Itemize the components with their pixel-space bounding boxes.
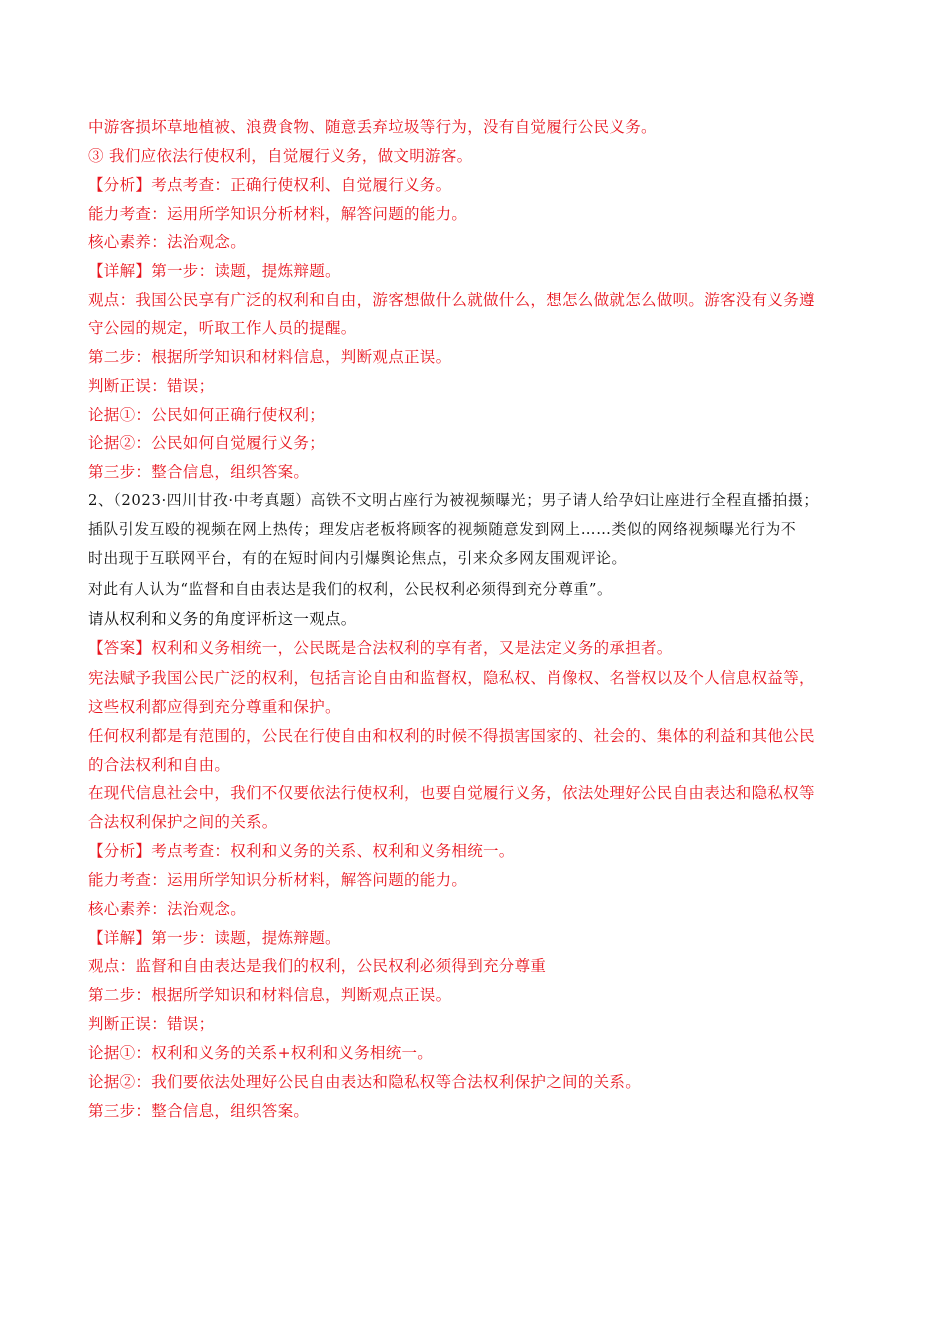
answer-heading: 【答案】权利和义务相统一，公民既是合法权利的享有者，又是法定义务的承担者。 bbox=[88, 639, 673, 657]
text-line: 判断正误：错误； bbox=[88, 377, 215, 395]
text-line: 第三步：整合信息，组织答案。 bbox=[88, 1102, 310, 1120]
text-line: 能力考查：运用所学知识分析材料，解答问题的能力。 bbox=[88, 871, 468, 889]
text-line: 论据②：公民如何自觉履行义务； bbox=[88, 434, 326, 452]
question-prompt: 请从权利和义务的角度评析这一观点。 bbox=[88, 610, 357, 628]
text-line: 任何权利都是有范围的，公民在行使自由和权利的时候不得损害国家的、社会的、集体的利益和其他公民 bbox=[88, 727, 815, 745]
text-line: 在现代信息社会中，我们不仅要依法行使权利，也要自觉履行义务，依法处理好公民自由表达和隐私权等 bbox=[88, 784, 815, 802]
text-line: 核心素养：法治观念。 bbox=[88, 233, 247, 251]
text-line: 这些权利都应得到充分尊重和保护。 bbox=[88, 698, 341, 716]
text-line: 守公园的规定，听取工作人员的提醒。 bbox=[88, 319, 357, 337]
question-line: 2、（2023·四川甘孜·中考真题）高铁不文明占座行为被视频曝光；男子请人给孕妇让座进行全程直播拍摄； bbox=[88, 492, 819, 509]
text-line: 第二步：根据所学知识和材料信息，判断观点正误。 bbox=[88, 348, 452, 366]
detail-heading: 【详解】第一步：读题，提炼辩题。 bbox=[88, 929, 341, 947]
question-line: 时出现于互联网平台，有的在短时间内引爆舆论焦点，引来众多网友围观评论。 bbox=[88, 550, 627, 567]
text-line: 观点：监督和自由表达是我们的权利，公民权利必须得到充分尊重 bbox=[88, 957, 547, 975]
question-line: 插队引发互殴的视频在网上热传；理发店老板将顾客的视频随意发到网上……类似的网络视频曝光行为不 bbox=[88, 521, 797, 538]
text-line: 的合法权利和自由。 bbox=[88, 756, 231, 774]
text-line: 核心素养：法治观念。 bbox=[88, 900, 247, 918]
text-line: 观点：我国公民享有广泛的权利和自由，游客想做什么就做什么，想怎么做就怎么做呗。游客没有义务遵 bbox=[88, 291, 815, 309]
text-line: 能力考查：运用所学知识分析材料，解答问题的能力。 bbox=[88, 205, 468, 223]
text-line: ③ 我们应依法行使权利，自觉履行义务，做文明游客。 bbox=[88, 147, 473, 165]
text-line: 论据①：权利和义务的关系+权利和义务相统一。 bbox=[88, 1044, 434, 1062]
analysis-heading: 【分析】考点考查：权利和义务的关系、权利和义务相统一。 bbox=[88, 842, 515, 860]
question-line: 对此有人认为“监督和自由表达是我们的权利，公民权利必须得到充分尊重”。 bbox=[88, 581, 613, 598]
analysis-heading: 【分析】考点考查：正确行使权利、自觉履行义务。 bbox=[88, 176, 452, 194]
text-line: 判断正误：错误； bbox=[88, 1015, 215, 1033]
text-line: 中游客损坏草地植被、浪费食物、随意丢弃垃圾等行为，没有自觉履行公民义务。 bbox=[88, 118, 657, 136]
text-line: 合法权利保护之间的关系。 bbox=[88, 813, 278, 831]
text-line: 论据②：我们要依法处理好公民自由表达和隐私权等合法权利保护之间的关系。 bbox=[88, 1073, 642, 1091]
detail-heading: 【详解】第一步：读题，提炼辩题。 bbox=[88, 262, 341, 280]
text-line: 论据①：公民如何正确行使权利； bbox=[88, 406, 326, 424]
text-line: 第二步：根据所学知识和材料信息，判断观点正误。 bbox=[88, 986, 452, 1004]
text-line: 宪法赋予我国公民广泛的权利，包括言论自由和监督权，隐私权、肖像权、名誉权以及个人信息权益等， bbox=[88, 669, 815, 687]
text-line: 第三步：整合信息，组织答案。 bbox=[88, 463, 310, 481]
